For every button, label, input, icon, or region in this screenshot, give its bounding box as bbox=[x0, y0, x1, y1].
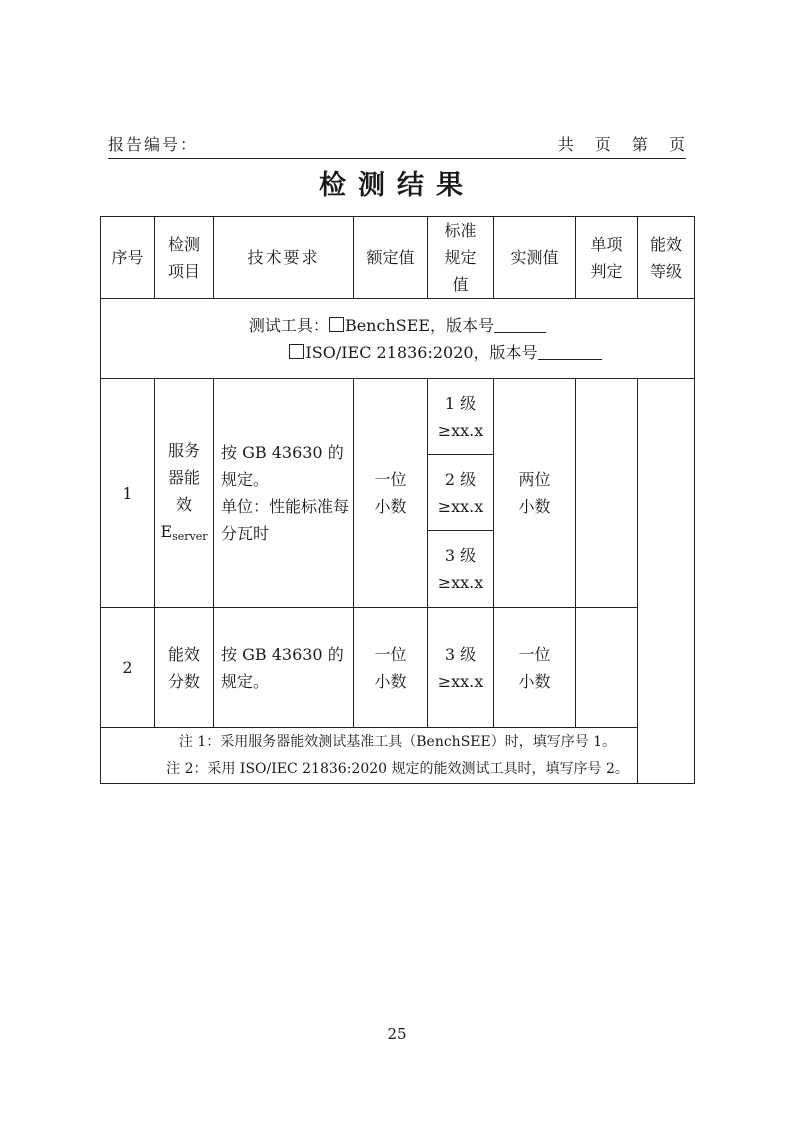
table-row bbox=[101, 379, 695, 455]
benchsee-option-label: BenchSEE，版本号 bbox=[344, 315, 495, 335]
row-number: 2 bbox=[101, 608, 155, 728]
page-number: 25 bbox=[387, 1025, 407, 1043]
notes-cell bbox=[101, 728, 695, 784]
column-header: 检测项目 bbox=[155, 217, 214, 299]
column-header: 序号 bbox=[101, 217, 155, 299]
test-tools-label: 测试工具： bbox=[248, 315, 329, 335]
report-header bbox=[108, 134, 686, 159]
note-1: 注 1：采用服务器能效测试基准工具（BenchSEE）时，填写序号 1。 bbox=[178, 733, 617, 750]
test-tools-row bbox=[101, 299, 695, 379]
notes-row bbox=[101, 728, 695, 784]
table-header-row bbox=[101, 217, 695, 299]
judgement-cell[interactable] bbox=[576, 379, 638, 608]
column-header: 单项判定 bbox=[576, 217, 638, 299]
test-item-name: 能效分数 bbox=[167, 644, 200, 691]
test-item-name: 服务器能效 bbox=[167, 440, 200, 514]
checkbox-iso[interactable] bbox=[289, 344, 304, 359]
benchsee-version-blank[interactable] bbox=[494, 314, 546, 333]
rated-value-cell: 一位小数 bbox=[354, 608, 428, 728]
tech-requirement-cell bbox=[214, 608, 354, 728]
column-header: 额定值 bbox=[354, 217, 428, 299]
standard-value-grade-3: 3 级 ≥xx.x bbox=[428, 531, 494, 608]
test-tools-cell bbox=[101, 299, 695, 379]
column-header: 能效等级 bbox=[638, 217, 695, 299]
standard-value-cell: 3 级 ≥xx.x bbox=[428, 608, 494, 728]
measured-value-cell: 两位小数 bbox=[494, 379, 576, 608]
iso-option-label: ISO/IEC 21836:2020，版本号 bbox=[305, 342, 538, 362]
rated-value-cell: 一位小数 bbox=[354, 379, 428, 608]
test-item-symbol: $E_{server}$ bbox=[160, 521, 208, 543]
page-title: 检测结果 bbox=[319, 170, 475, 201]
measured-value-cell: 一位小数 bbox=[494, 608, 576, 728]
column-header: 实测值 bbox=[494, 217, 576, 299]
standard-value-grade-2: 2 级 ≥xx.x bbox=[428, 455, 494, 531]
report-number-label: 报告编号： bbox=[108, 135, 199, 154]
tech-requirement-cell bbox=[214, 379, 354, 608]
judgement-cell[interactable] bbox=[576, 608, 638, 728]
results-table bbox=[100, 216, 695, 784]
tech-requirement-unit: 单位：性能标准每分瓦时 bbox=[221, 497, 350, 543]
standard-value-grade-1: 1 级 ≥xx.x bbox=[428, 379, 494, 455]
test-item-cell bbox=[155, 379, 214, 608]
table-row bbox=[101, 608, 695, 728]
checkbox-benchsee[interactable] bbox=[329, 317, 344, 332]
column-header: 技术要求 bbox=[214, 217, 354, 299]
tech-requirement-text: 按 GB 43630 的规定。 bbox=[221, 644, 344, 691]
tech-requirement-text: 按 GB 43630 的规定。 bbox=[221, 443, 344, 489]
page-info: 共 页 第 页 bbox=[557, 135, 686, 154]
column-header: 标准规定值 bbox=[428, 217, 494, 299]
row-number: 1 bbox=[101, 379, 155, 608]
test-item-cell bbox=[155, 608, 214, 728]
energy-level-cell[interactable] bbox=[638, 379, 695, 784]
iso-version-blank[interactable] bbox=[538, 341, 602, 360]
note-2: 注 2：采用 ISO/IEC 21836:2020 规定的能效测试工具时，填写序号 2。 bbox=[166, 760, 629, 777]
